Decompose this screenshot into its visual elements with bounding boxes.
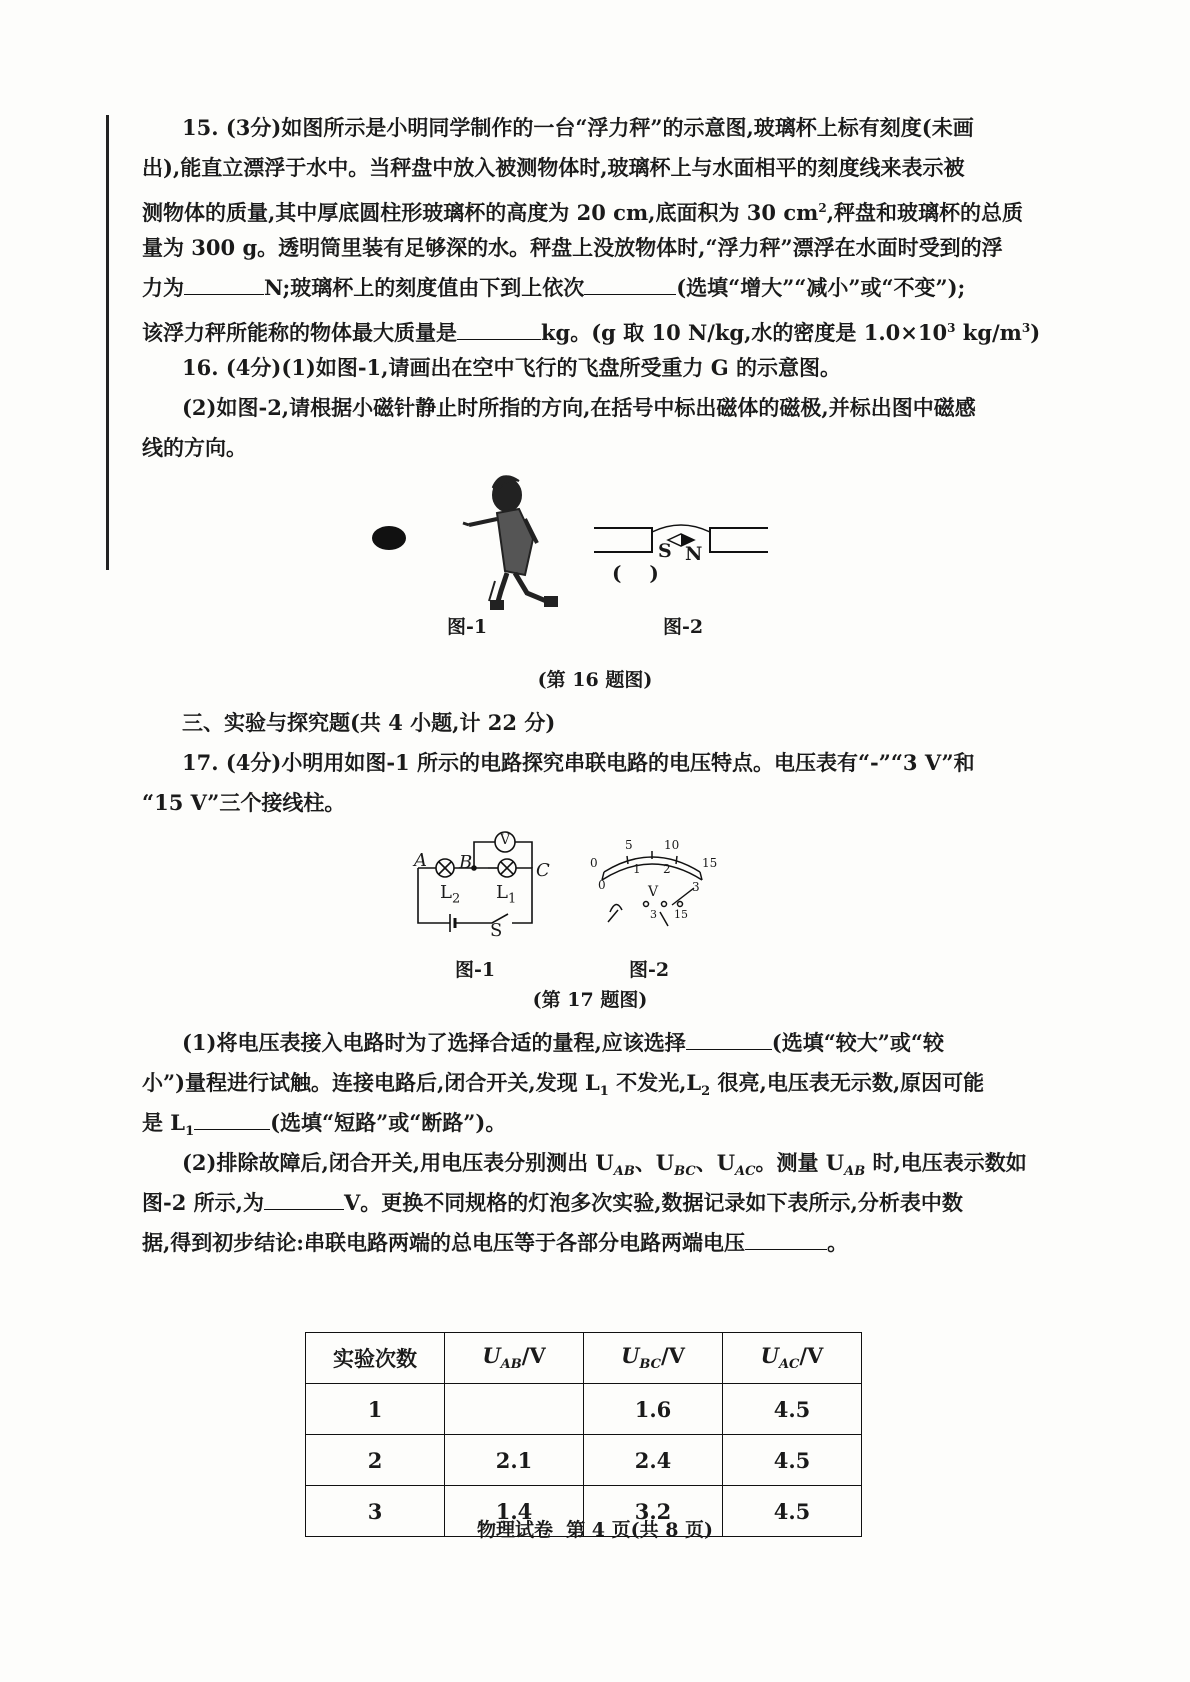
q15-blank-2[interactable]: [584, 272, 676, 295]
dial-bottom-2: 2: [663, 862, 671, 876]
table-cell: 1: [306, 1384, 445, 1435]
q17-figure-1-label: 图-1: [454, 959, 496, 981]
table-header-row: [306, 1333, 862, 1384]
q17-figure-2-label: 图-2: [628, 959, 670, 981]
right-magnet: [710, 528, 768, 552]
page-footer: 物理试卷 第 4 页(共 8 页): [476, 1519, 714, 1541]
table-cell: 3: [306, 1486, 445, 1537]
lamp-l1-label: $L_1$: [496, 882, 517, 907]
compass-n-label: N: [685, 543, 703, 565]
q17-line-1: 17. (4分)小明用如图-1 所示的电路探究串联电路的电压特点。电压表有“-”“3 V”和: [182, 750, 975, 775]
q16-caption: (第 16 题图): [537, 669, 653, 691]
q17-part2-line-2: 图-2 所示,为 V。更换不同规格的灯泡多次实验,数据记录如下表所示,分析表中数: [142, 1183, 1062, 1223]
dial-v-label: V: [648, 884, 659, 900]
q17-caption: (第 17 题图): [532, 989, 648, 1011]
q17-blank-voltage[interactable]: [264, 1187, 344, 1210]
table-cell: 1.4: [445, 1486, 584, 1537]
q16-line-3: 线的方向。: [142, 435, 247, 460]
section-3-title: 三、实验与探究题(共 4 小题,计 22 分): [182, 710, 556, 735]
table-cell: 4.5: [723, 1435, 862, 1486]
table-header-trial: 实验次数: [306, 1333, 445, 1384]
q17-part1-line-3: 是 $L_1$ (选填“短路”或“断路”)。: [142, 1103, 1062, 1152]
q15-line-2: 出),能直立漂浮于水中。当秤盘中放入被测物体时,玻璃杯上与水面相平的刻度线来表示被: [142, 155, 965, 180]
table-header-ubc: $U_{BC}/V$: [584, 1333, 723, 1384]
dial-bottom-0: 0: [598, 878, 606, 892]
q16-figure-1-label: 图-1: [446, 616, 488, 638]
point-a-label: A: [414, 850, 427, 871]
dial-bottom-1: 1: [633, 862, 641, 876]
q17-blank-fault[interactable]: [194, 1107, 270, 1130]
q15-line-5: 力为 N;玻璃杯上的刻度值由下到上依次 (选填“增大”“减小”或“不变”);: [142, 268, 1062, 308]
binding-margin-line: [106, 115, 109, 570]
q15-line-3: 测物体的质量,其中厚底圆柱形玻璃杯的高度为 20 cm,底面积为 30 $cm^2$,秤盘和玻璃杯的总质: [142, 200, 1023, 225]
table-cell: 2.1: [445, 1435, 584, 1486]
left-magnet: [594, 528, 652, 552]
dial-top-5: 5: [625, 838, 633, 852]
q17-line-2: “15 V”三个接线柱。: [142, 790, 346, 815]
q17-blank-conclusion[interactable]: [745, 1227, 827, 1250]
dial-terminal-3: 3: [650, 908, 657, 921]
q15-line-4: 量为 300 g。透明筒里装有足够深的水。秤盘上没放物体时,“浮力秤”漂浮在水面时受到的浮: [142, 235, 1003, 260]
table-cell: 2.4: [584, 1435, 723, 1486]
table-cell-empty[interactable]: [445, 1384, 584, 1435]
voltmeter-symbol-label: V: [500, 832, 511, 848]
table-header-uac: $U_{AC}/V$: [723, 1333, 862, 1384]
thrower-figure: [463, 476, 557, 609]
switch-s-label: S: [490, 920, 503, 941]
table-row: [306, 1384, 862, 1435]
field-line[interactable]: [652, 525, 710, 532]
dial-terminal-15: 15: [674, 908, 688, 921]
q16-figure-1: [365, 465, 595, 615]
q15-blank-1[interactable]: [184, 272, 264, 295]
point-c-label: C: [536, 860, 550, 881]
q15-line-1: 15. (3分)如图所示是小明同学制作的一台“浮力秤”的示意图,玻璃杯上标有刻度(未画: [182, 115, 974, 140]
table-cell: 4.5: [723, 1486, 862, 1537]
lamp-l2-label: $L_2$: [440, 882, 461, 907]
q16-figure-2-label: 图-2: [662, 616, 704, 638]
q15-blank-3[interactable]: [457, 317, 541, 340]
dial-top-0: 0: [590, 856, 598, 870]
q16-line-1: 16. (4分)(1)如图-1,请画出在空中飞行的飞盘所受重力 G 的示意图。: [182, 355, 842, 380]
table-cell: 4.5: [723, 1384, 862, 1435]
magnet-pole-answer-bracket[interactable]: ( ): [612, 561, 659, 585]
table-header-uab: $U_{AB}/V$: [445, 1333, 584, 1384]
frisbee[interactable]: [372, 526, 406, 550]
dial-top-15: 15: [702, 856, 718, 870]
q15-line-6: 该浮力秤所能称的物体最大质量是 kg。(g 取 10 N/kg,水的密度是 $1.0\times 10^3$ $kg/m^3$): [142, 308, 1062, 353]
q17-part2-line-1: (2)排除故障后,闭合开关,用电压表分别测出 $U_{AB}$、$U_{BC}$、$U_{AC}$。测量 $U_{AB}$ 时,电压表示数如: [182, 1150, 1027, 1180]
table-cell: 2: [306, 1435, 445, 1486]
q17-part1-line-1: (1)将电压表接入电路时为了选择合适的量程,应该选择 (选填“较大”或“较: [142, 1023, 1062, 1063]
table-cell: 1.6: [584, 1384, 723, 1435]
q17-data-table: [305, 1332, 862, 1537]
q17-blank-range[interactable]: [686, 1027, 772, 1050]
table-row: [306, 1435, 862, 1486]
q17-part1-line-2: 小”)量程进行试触。连接电路后,闭合开关,发现 $L_1$ 不发光$,L_2$ 很亮,电压表无示数,原因可能: [142, 1070, 985, 1100]
dial-bottom-3: 3: [692, 880, 700, 894]
point-b-label: B: [459, 852, 473, 873]
q17-part2-line-3: 据,得到初步结论:串联电路两端的总电压等于各部分电路两端电压 。: [142, 1223, 1062, 1263]
compass-s-label: S: [658, 540, 672, 562]
dial-top-10: 10: [664, 838, 680, 852]
q16-line-2: (2)如图-2,请根据小磁针静止时所指的方向,在括号中标出磁体的磁极,并标出图中磁感: [182, 395, 976, 420]
table-cell: 3.2: [584, 1486, 723, 1537]
q17-circuit-diagram: [408, 818, 558, 948]
